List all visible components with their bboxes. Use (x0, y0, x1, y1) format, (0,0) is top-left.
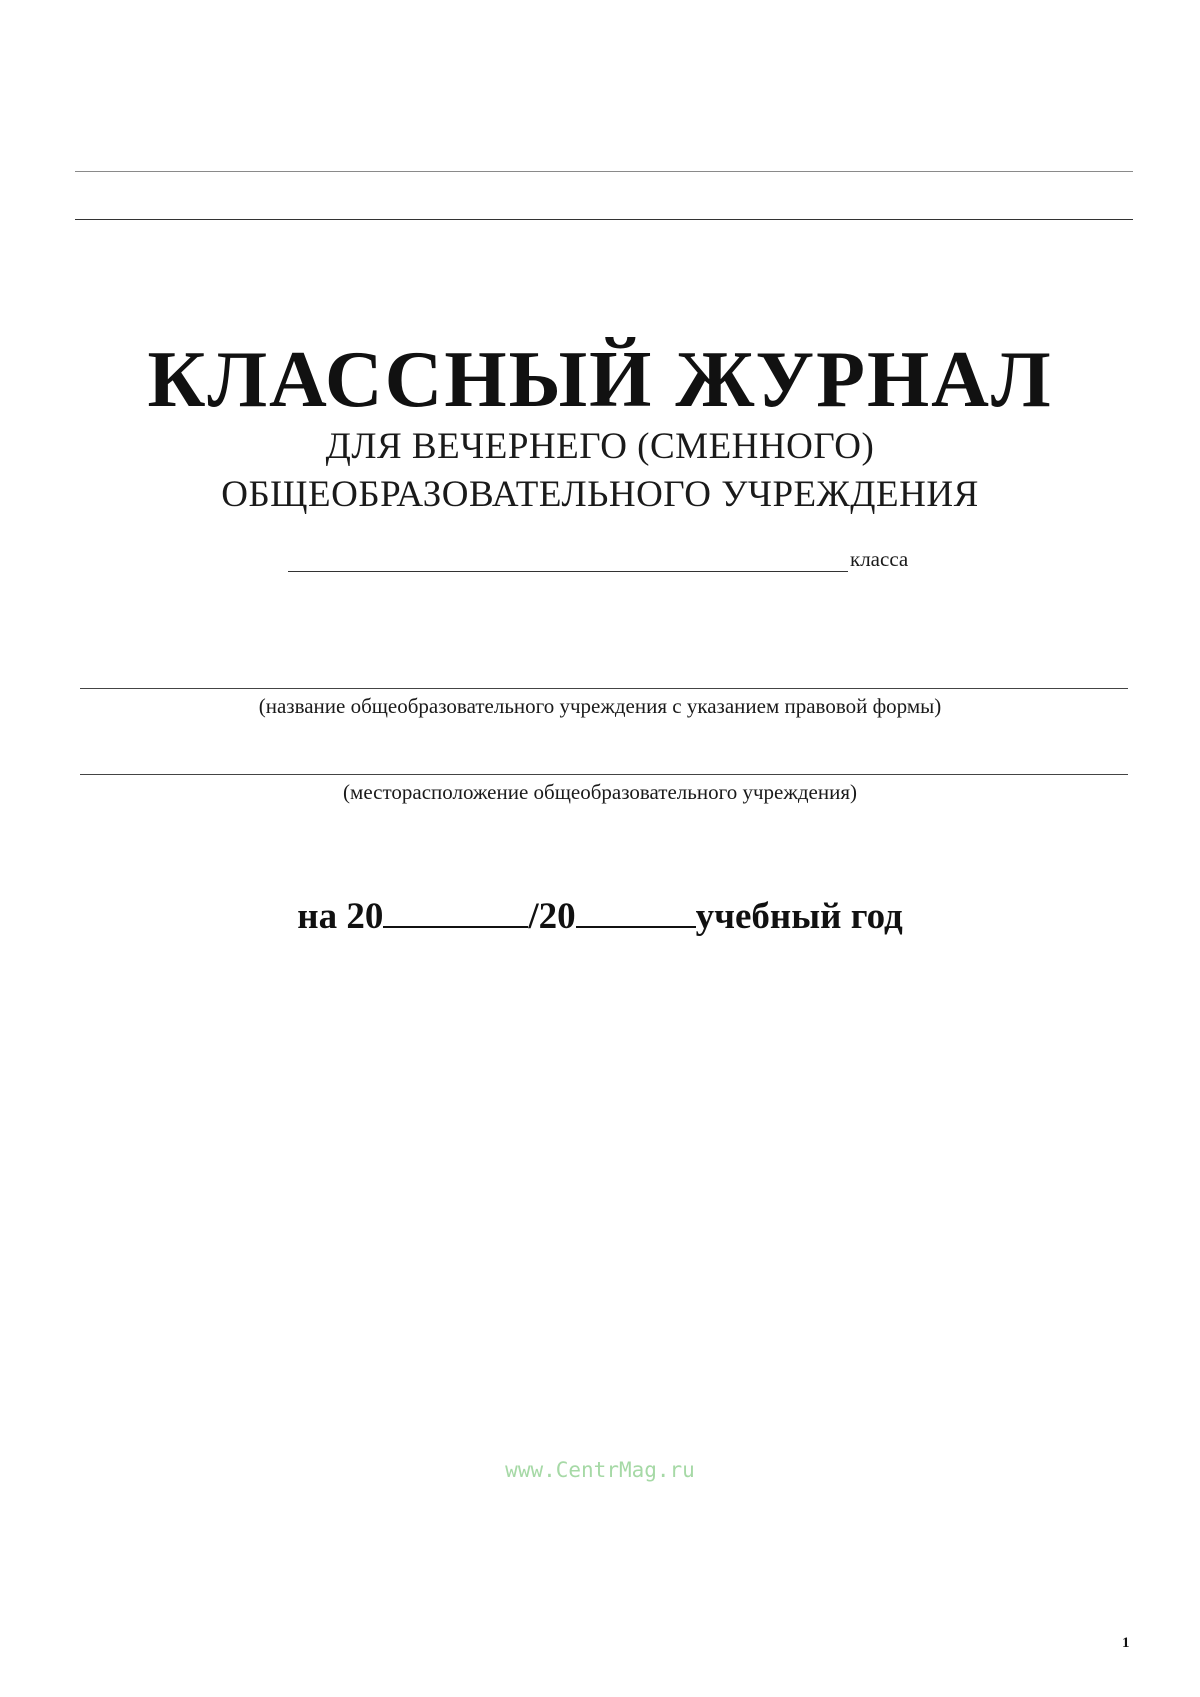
institution-name-field[interactable] (80, 688, 1128, 689)
institution-location-caption: (месторасположение общеобразовательного учреждения) (343, 780, 857, 804)
document-title: КЛАССНЫЙ ЖУРНАЛ (147, 336, 1053, 424)
top-rule-thin (75, 171, 1133, 172)
document-subtitle-line-1: ДЛЯ ВЕЧЕРНЕГО (СМЕННОГО) (325, 426, 875, 467)
top-rule (75, 219, 1133, 220)
year-separator: /20 (528, 896, 576, 937)
watermark: www.CentrMag.ru (505, 1458, 695, 1482)
class-blank-field[interactable] (288, 547, 848, 572)
class-row (288, 544, 908, 572)
school-year-row (0, 898, 1200, 935)
institution-name-caption: (название общеобразовательного учреждения с указанием правовой формы) (258, 694, 942, 718)
year-suffix: учебный год (695, 896, 903, 937)
start-year-blank[interactable] (383, 922, 528, 928)
end-year-blank[interactable] (576, 922, 696, 928)
class-label: класса (850, 547, 909, 571)
year-prefix: на 20 (297, 896, 384, 937)
page-number: 1 (1122, 1635, 1130, 1651)
document-subtitle-line-2: ОБЩЕОБРАЗОВАТЕЛЬНОГО УЧРЕЖДЕНИЯ (221, 474, 979, 515)
institution-location-field[interactable] (80, 774, 1128, 775)
